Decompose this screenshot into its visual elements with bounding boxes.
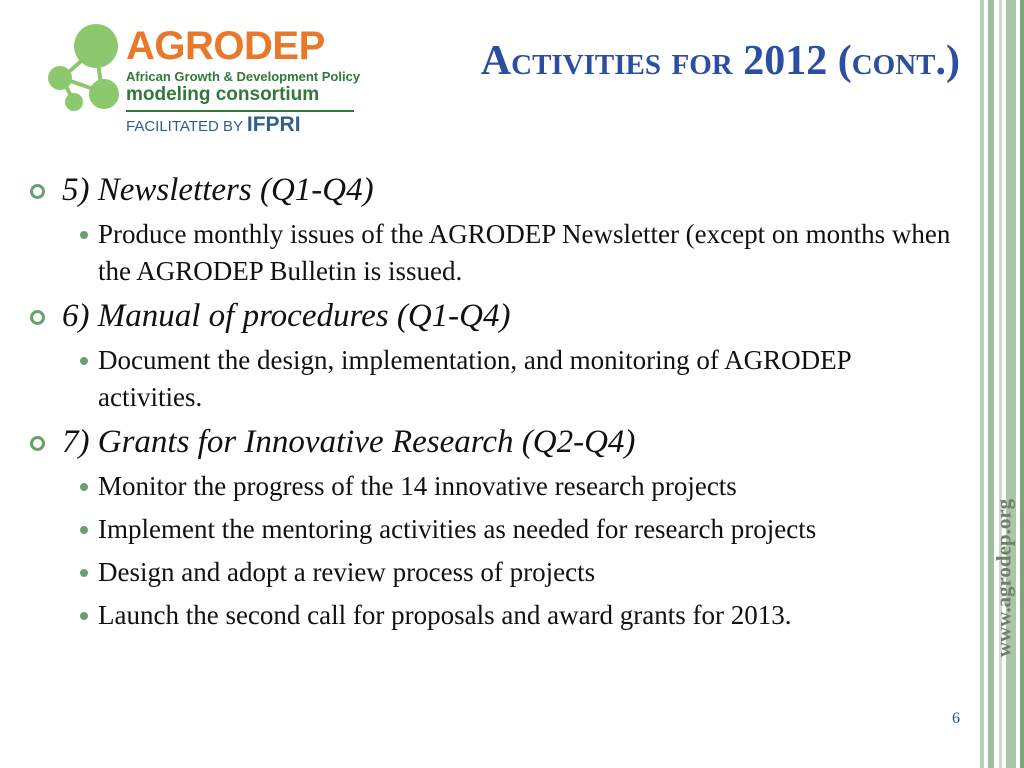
item-bullet: Document the design, implementation, and monitoring of AGRODEP activities. <box>98 345 851 412</box>
item-bullet: Produce monthly issues of the AGRODEP Newsletter (except on months when the AGRODEP Bulletin is issued. <box>98 219 951 286</box>
agrodep-logo <box>44 20 364 140</box>
item-heading: 6) Manual of procedures (Q1-Q4) <box>62 298 511 334</box>
list-item <box>28 170 958 210</box>
ifpri-logo-text: IFPRI <box>246 113 301 136</box>
item-heading: 5) Newsletters (Q1-Q4) <box>62 172 374 208</box>
ring-bullet-icon <box>30 184 45 199</box>
list-item <box>28 597 958 634</box>
list-item <box>28 342 958 416</box>
list-item <box>28 422 958 462</box>
list-item <box>28 296 958 336</box>
item-bullet: Launch the second call for proposals and award grants for 2013. <box>98 600 792 630</box>
dot-bullet-icon <box>80 483 88 491</box>
item-bullet: Monitor the progress of the 14 innovative research projects <box>98 471 737 501</box>
item-heading: 7) Grants for Innovative Research (Q2-Q4) <box>62 424 636 460</box>
side-url-text: www.agrodep.org <box>991 498 1016 658</box>
logo-name: AGRODEP <box>126 24 325 68</box>
slide-title: Activities for 2012 (cont.) <box>480 38 960 84</box>
ring-bullet-icon <box>30 436 45 451</box>
dot-bullet-icon <box>80 526 88 534</box>
dot-bullet-icon <box>80 569 88 577</box>
item-bullet: Implement the mentoring activities as needed for research projects <box>98 514 817 544</box>
slide-content <box>28 170 958 640</box>
logo-subtitle: modeling consortium <box>126 84 320 105</box>
list-item <box>28 468 958 505</box>
list-item <box>28 216 958 290</box>
network-circles-icon <box>44 20 126 120</box>
page-number: 6 <box>952 710 960 727</box>
logo-facilitated-by <box>126 113 301 136</box>
item-bullet: Design and adopt a review process of projects <box>98 557 596 587</box>
logo-divider <box>126 110 354 112</box>
dot-bullet-icon <box>80 231 88 239</box>
dot-bullet-icon <box>80 612 88 620</box>
side-url <box>984 428 1024 728</box>
ring-bullet-icon <box>30 310 45 325</box>
facilitated-label: FACILITATED BY <box>126 118 243 135</box>
list-item <box>28 511 958 548</box>
dot-bullet-icon <box>80 357 88 365</box>
logo-tagline: African Growth & Development Policy <box>126 69 361 84</box>
list-item <box>28 554 958 591</box>
